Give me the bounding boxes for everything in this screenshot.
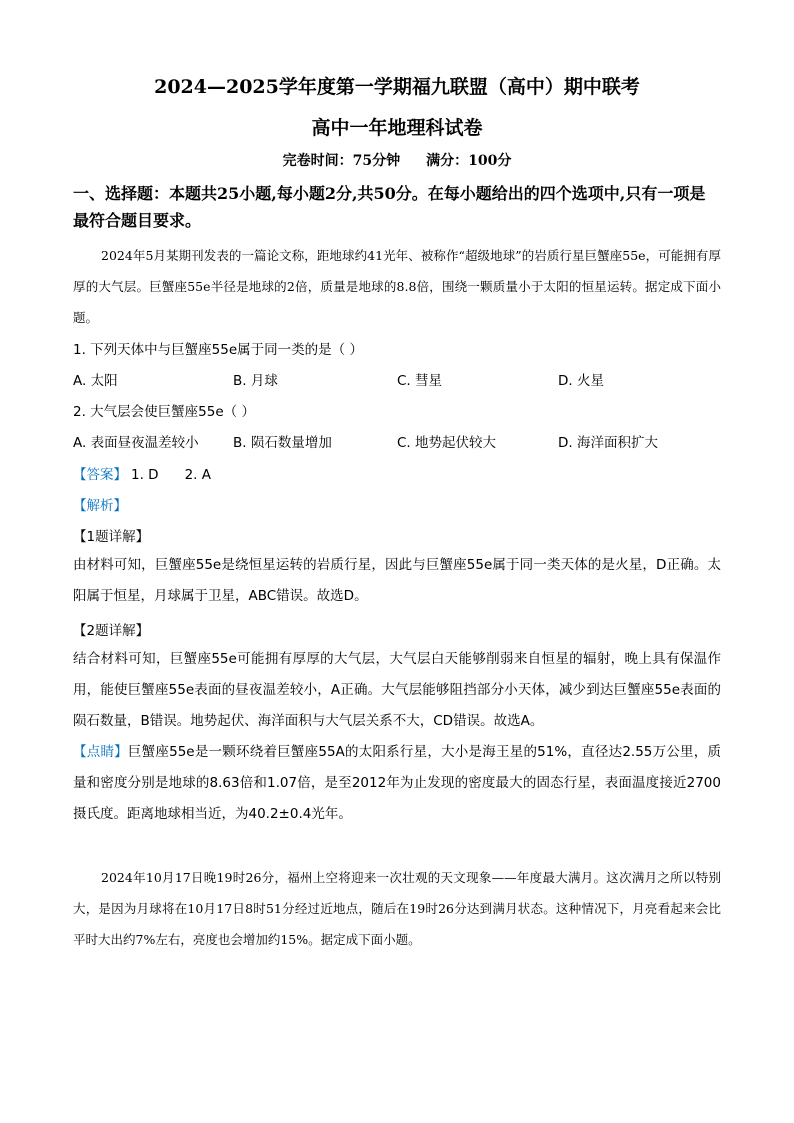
question-1-option-a: A. 太阳: [73, 373, 118, 389]
passage-1: 2024年5月某期刊发表的一篇论文称，距地球约41光年、被称作“超级地球”的岩质行星巨蟹座55e，可能拥有厚厚的大气层。巨蟹座55e半径是地球的2倍，质量是地球的8.8倍，围绕一颗质量小于太阳的恒星运转。据定成下面小题。: [73, 248, 721, 325]
question-2-stem: 2. 大气层会使巨蟹座55e（ ）: [73, 404, 255, 420]
highlight-block: [73, 737, 721, 830]
exam-time-score: [0, 150, 794, 170]
detail-1-text: 由材料可知，巨蟹座55e是绕恒星运转的岩质行星，因此与巨蟹座55e属于同一类天体的是火星，D正确。太阳属于恒星，月球属于卫星，ABC错误。故选D。: [73, 557, 721, 604]
question-1-stem: 1. 下列天体中与巨蟹座55e属于同一类的是（ ）: [73, 342, 363, 358]
answer-line: [73, 463, 721, 483]
question-2-option-c: C. 地势起伏较大: [397, 435, 497, 451]
exam-score: 满分：100分: [426, 153, 512, 169]
question-1-options: [73, 369, 721, 389]
answer-2: 2. A: [184, 467, 211, 483]
question-2-options: [73, 431, 721, 451]
answer-1: 1. D: [131, 467, 159, 483]
question-2-option-d: D. 海洋面积扩大: [558, 435, 658, 451]
analysis-label: 【解析】: [73, 498, 127, 514]
highlight-label: 【点睛】: [73, 744, 128, 760]
question-2-option-a: A. 表面昼夜温差较小: [73, 435, 199, 451]
question-1-option-b: B. 月球: [233, 373, 278, 389]
exam-title: 2024—2025学年度第一学期福九联盟（高中）期中联考: [154, 76, 640, 98]
exam-subtitle: 高中一年地理科试卷: [311, 117, 483, 139]
exam-time: 完卷时间：75分钟: [282, 153, 401, 169]
section-heading: 一、选择题：本题共25小题,每小题2分,共50分。在每小题给出的四个选项中,只有一项是最符合题目要求。: [73, 184, 706, 230]
question-2-option-b: B. 陨石数量增加: [233, 435, 332, 451]
question-1-option-c: C. 彗星: [397, 373, 443, 389]
question-1-option-d: D. 火星: [558, 373, 604, 389]
detail-2-label: 【2题详解】: [73, 623, 150, 639]
detail-2-text: 结合材料可知，巨蟹座55e可能拥有厚厚的大气层，大气层白天能够削弱来自恒星的辐射，晚上具有保温作用，能使巨蟹座55e表面的昼夜温差较小，A正确。大气层能够阻挡部分小天体，减少到达巨蟹座55e表面的陨石数量，B错误。地势起伏、海洋面积与大气层关系不大，CD错误。故选A。: [73, 651, 721, 729]
passage-2: 2024年10月17日晚19时26分，福州上空将迎来一次壮观的天文现象——年度最大满月。这次满月之所以特别大，是因为月球将在10月17日8时51分经过近地点，随后在19时26分达到满月状态。这种情况下，月亮看起来会比平时大出约7%左右，亮度也会增加约15%。据定成下面小题。: [73, 870, 721, 947]
highlight-text: 巨蟹座55e是一颗环绕着巨蟹座55A的太阳系行星，大小是海王星的51%，直径达2.55万公里，质量和密度分别是地球的8.63倍和1.07倍，是至2012年为止发现的密度最大的固态行星，表面温度接近2700摄氏度。距离地球相当近，为40.2±0.4光年。: [73, 744, 722, 822]
detail-1-label: 【1题详解】: [73, 529, 150, 545]
answer-label: 【答案】: [73, 467, 127, 483]
